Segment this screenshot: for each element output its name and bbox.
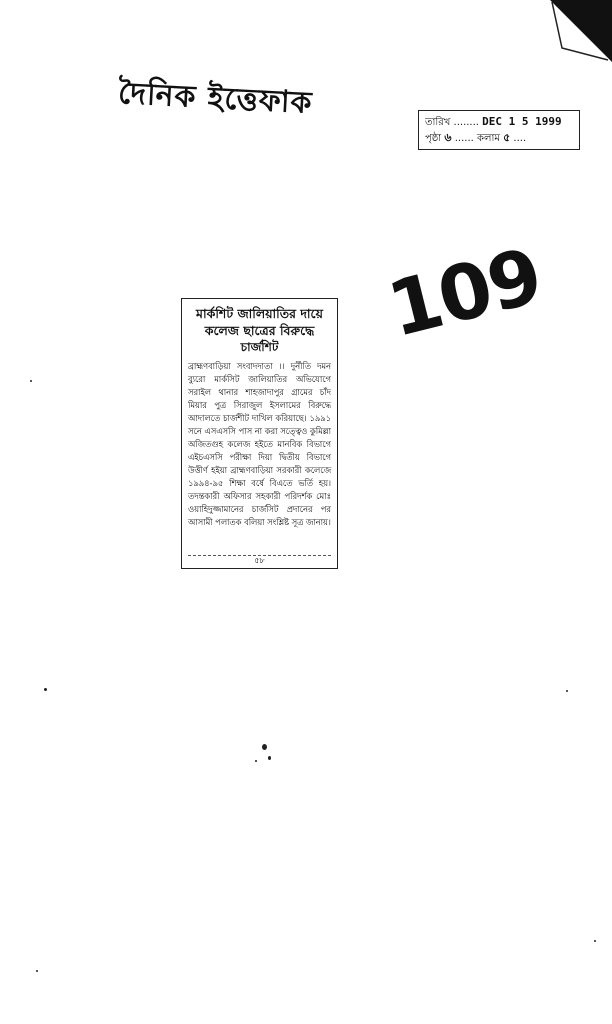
stamp-date-label: তারিখ <box>425 117 451 128</box>
stamp-page-label: পৃষ্ঠা <box>425 133 442 144</box>
stamp-page-value: ৬ <box>444 131 452 144</box>
scan-speck <box>268 756 271 760</box>
handwritten-number: 109 <box>379 230 550 355</box>
clipping-headline-main: মার্কশিট জালিয়াতির দায়ে কলেজ ছাত্রের বিরুদ্ধে <box>196 306 323 338</box>
clipping-footer: ৫৮ <box>188 555 331 566</box>
date-stamp <box>418 110 580 150</box>
folded-corner <box>550 0 612 62</box>
stamp-column-label: কলাম <box>477 133 500 144</box>
scan-speck <box>36 970 38 972</box>
clipping-subheadline: চার্জশিট <box>240 340 279 354</box>
scan-speck <box>262 744 267 750</box>
scan-speck <box>44 688 47 691</box>
newspaper-masthead: দৈনিক ইত্তেফাক <box>117 75 314 122</box>
clipping-body: ব্রাহ্মণবাড়িয়া সংবাদদাতা ।। দুর্নীতি দমন ব্যুরো মার্কসিট জালিয়াতির অভিযোগে সরাইল থানার শাহজাদাপুর গ্রামের চাঁদ মিয়ার পুত্র সিরাজুল ইসলামের বিরুদ্ধে আদালতে চার্জশীট দাখিল করিয়াছে। ১৯৯১ সনে এসএসসি পাস না করা সত্ত্বেও কুমিল্লা অজিতগুহ কলেজ হইতে মানবিক বিভাগে এইচএসসি পরীক্ষা দিয়া দ্বিতীয় বিভাগে উত্তীর্ণ হইয়া ব্রাহ্মণবাড়িয়া সরকারী কলেজে ১৯৯৪-৯৫ শিক্ষা বর্ষে বিএতে ভর্তি হয়। তদন্তকারী অফিসার সহকারী পরিদর্শক মোঃ ওয়াহিদুজ্জামানের চার্জসিট প্রদানের পর আসামী পলাতক বলিয়া সংশ্লিষ্ট সূত্র জানায়। <box>188 361 331 527</box>
scan-speck <box>30 380 32 382</box>
scan-speck <box>255 760 257 762</box>
clipping-headline <box>188 305 331 356</box>
scan-speck <box>566 690 568 692</box>
stamp-page-row: পৃষ্ঠা ৬ ...... কলাম ৫ .... <box>425 131 527 144</box>
scan-speck <box>594 940 596 942</box>
stamp-date-value: DEC 1 5 1999 <box>482 115 562 128</box>
newspaper-clipping <box>181 298 338 569</box>
stamp-column-value: ৫ <box>503 131 511 144</box>
stamp-date-row: তারিখ ........ DEC 1 5 1999 <box>425 115 562 128</box>
